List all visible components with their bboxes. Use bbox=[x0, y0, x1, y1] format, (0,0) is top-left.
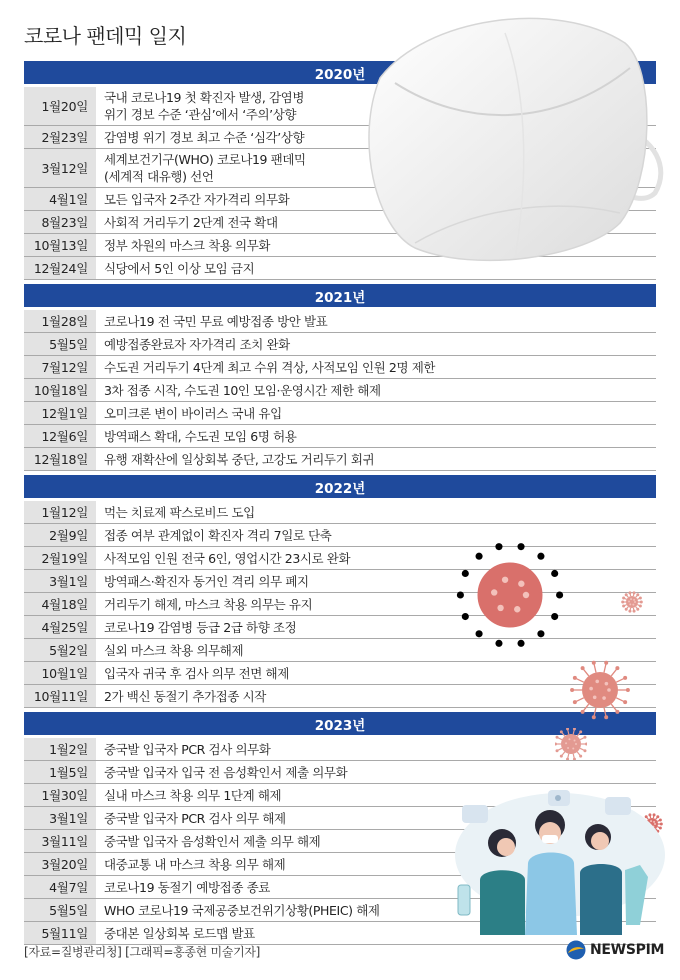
event-date: 3월12일 bbox=[24, 149, 96, 187]
timeline-row bbox=[24, 87, 656, 126]
event-description: 접종 여부 관계없이 확진자 격리 7일로 단축 bbox=[104, 527, 332, 543]
event-description: 세계보건기구(WHO) 코로나19 팬데믹 (세계적 대유행) 선언 bbox=[104, 152, 306, 184]
event-date: 8월23일 bbox=[24, 211, 96, 233]
event-date: 1월12일 bbox=[24, 501, 96, 523]
timeline bbox=[24, 61, 656, 949]
year-header: 2023년 bbox=[24, 712, 656, 735]
event-description: 중국발 입국자 음성확인서 제출 의무 해제 bbox=[104, 833, 321, 849]
event-description: 3차 접종 시작, 수도권 10인 모임·운영시간 제한 해제 bbox=[104, 382, 381, 398]
event-date: 1월20일 bbox=[24, 87, 96, 125]
event-date: 5월5일 bbox=[24, 333, 96, 355]
event-description: 감염병 위기 경보 최고 수준 ‘심각’상향 bbox=[104, 129, 305, 145]
year-header: 2022년 bbox=[24, 475, 656, 498]
timeline-row bbox=[24, 876, 656, 899]
event-date: 12월24일 bbox=[24, 257, 96, 279]
newspim-logo-text: NEWSPIM bbox=[590, 942, 665, 958]
timeline-row bbox=[24, 257, 656, 280]
timeline-row bbox=[24, 685, 656, 708]
event-description: 국내 코로나19 첫 확진자 발생, 감염병 위기 경보 수준 ‘관심’에서 ‘주의’상향 bbox=[104, 90, 304, 122]
timeline-row bbox=[24, 662, 656, 685]
event-date: 1월2일 bbox=[24, 738, 96, 760]
timeline-row bbox=[24, 922, 656, 945]
event-description: 사적모임 인원 전국 6인, 영업시간 23시로 완화 bbox=[104, 550, 351, 566]
event-date: 2월19일 bbox=[24, 547, 96, 569]
event-date: 10월11일 bbox=[24, 685, 96, 707]
event-date: 2월23일 bbox=[24, 126, 96, 148]
event-description: 코로나19 동절기 예방접종 종료 bbox=[104, 879, 270, 895]
event-date: 12월18일 bbox=[24, 448, 96, 470]
timeline-row bbox=[24, 784, 656, 807]
event-description: 먹는 치료제 팍스로비드 도입 bbox=[104, 504, 255, 520]
timeline-row bbox=[24, 211, 656, 234]
event-description: 수도권 거리두기 4단계 최고 수위 격상, 사적모임 인원 2명 제한 bbox=[104, 359, 436, 375]
event-description: 중대본 일상회복 로드맵 발표 bbox=[104, 925, 255, 941]
page-title: 코로나 팬데믹 일지 bbox=[24, 24, 187, 48]
timeline-row bbox=[24, 402, 656, 425]
event-date: 4월18일 bbox=[24, 593, 96, 615]
timeline-row bbox=[24, 830, 656, 853]
event-description: 오미크론 변이 바이러스 국내 유입 bbox=[104, 405, 282, 421]
event-description: 대중교통 내 마스크 착용 의무 해제 bbox=[104, 856, 286, 872]
event-date: 12월1일 bbox=[24, 402, 96, 424]
timeline-row bbox=[24, 547, 656, 570]
event-date: 3월1일 bbox=[24, 570, 96, 592]
event-description: 사회적 거리두기 2단계 전국 확대 bbox=[104, 214, 278, 230]
event-description: 실내 마스크 착용 의무 1단계 해제 bbox=[104, 787, 282, 803]
event-date: 1월28일 bbox=[24, 310, 96, 332]
timeline-row bbox=[24, 310, 656, 333]
timeline-row bbox=[24, 807, 656, 830]
year-header: 2020년 bbox=[24, 61, 656, 84]
timeline-row bbox=[24, 188, 656, 211]
event-date: 5월5일 bbox=[24, 899, 96, 921]
timeline-row bbox=[24, 593, 656, 616]
timeline-row bbox=[24, 501, 656, 524]
timeline-row bbox=[24, 524, 656, 547]
timeline-row bbox=[24, 853, 656, 876]
timeline-row bbox=[24, 234, 656, 257]
timeline-row bbox=[24, 149, 656, 188]
event-date: 10월1일 bbox=[24, 662, 96, 684]
event-date: 3월11일 bbox=[24, 830, 96, 852]
event-description: 정부 차원의 마스크 착용 의무화 bbox=[104, 237, 271, 253]
timeline-row bbox=[24, 616, 656, 639]
event-date: 5월2일 bbox=[24, 639, 96, 661]
event-date: 1월30일 bbox=[24, 784, 96, 806]
event-description: 중국발 입국자 PCR 검사 의무화 bbox=[104, 741, 271, 757]
timeline-row bbox=[24, 425, 656, 448]
timeline-row bbox=[24, 738, 656, 761]
event-date: 12월6일 bbox=[24, 425, 96, 447]
event-date: 7월12일 bbox=[24, 356, 96, 378]
event-date: 4월25일 bbox=[24, 616, 96, 638]
event-description: 중국발 입국자 PCR 검사 의무 해제 bbox=[104, 810, 286, 826]
event-date: 3월1일 bbox=[24, 807, 96, 829]
timeline-row bbox=[24, 356, 656, 379]
timeline-row bbox=[24, 448, 656, 471]
event-description: 모든 입국자 2주간 자가격리 의무화 bbox=[104, 191, 290, 207]
event-description: 거리두기 해제, 마스크 착용 의무는 유지 bbox=[104, 596, 313, 612]
timeline-row bbox=[24, 570, 656, 593]
newspim-logo-icon bbox=[566, 940, 586, 960]
source-credit: [자료=질병관리청] [그래픽=홍종현 미술기자] bbox=[24, 945, 261, 959]
event-description: 코로나19 감염병 등급 2급 하향 조정 bbox=[104, 619, 297, 635]
event-description: 실외 마스크 착용 의무해제 bbox=[104, 642, 244, 658]
timeline-row bbox=[24, 899, 656, 922]
event-date: 10월18일 bbox=[24, 379, 96, 401]
timeline-row bbox=[24, 333, 656, 356]
event-description: 예방접종완료자 자가격리 조치 완화 bbox=[104, 336, 290, 352]
newspim-logo bbox=[566, 940, 664, 960]
event-description: 코로나19 전 국민 무료 예방접종 방안 발표 bbox=[104, 313, 328, 329]
year-header: 2021년 bbox=[24, 284, 656, 307]
event-date: 2월9일 bbox=[24, 524, 96, 546]
event-description: 중국발 입국자 입국 전 음성확인서 제출 의무화 bbox=[104, 764, 348, 780]
event-date: 3월20일 bbox=[24, 853, 96, 875]
event-date: 1월5일 bbox=[24, 761, 96, 783]
timeline-row bbox=[24, 761, 656, 784]
event-description: 2가 백신 동절기 추가접종 시작 bbox=[104, 688, 266, 704]
event-date: 4월1일 bbox=[24, 188, 96, 210]
timeline-row bbox=[24, 639, 656, 662]
event-description: 입국자 귀국 후 검사 의무 전면 해제 bbox=[104, 665, 289, 681]
event-description: 방역패스 확대, 수도권 모임 6명 허용 bbox=[104, 428, 297, 444]
event-description: 방역패스·확진자 동거인 격리 의무 폐지 bbox=[104, 573, 309, 589]
timeline-row bbox=[24, 126, 656, 149]
event-description: 유행 재확산에 일상회복 중단, 고강도 거리두기 회귀 bbox=[104, 451, 375, 467]
event-description: WHO 코로나19 국제공중보건위기상황(PHEIC) 해제 bbox=[104, 902, 380, 918]
event-date: 4월7일 bbox=[24, 876, 96, 898]
event-date: 10월13일 bbox=[24, 234, 96, 256]
timeline-row bbox=[24, 379, 656, 402]
event-description: 식당에서 5인 이상 모임 금지 bbox=[104, 260, 255, 276]
event-date: 5월11일 bbox=[24, 922, 96, 944]
